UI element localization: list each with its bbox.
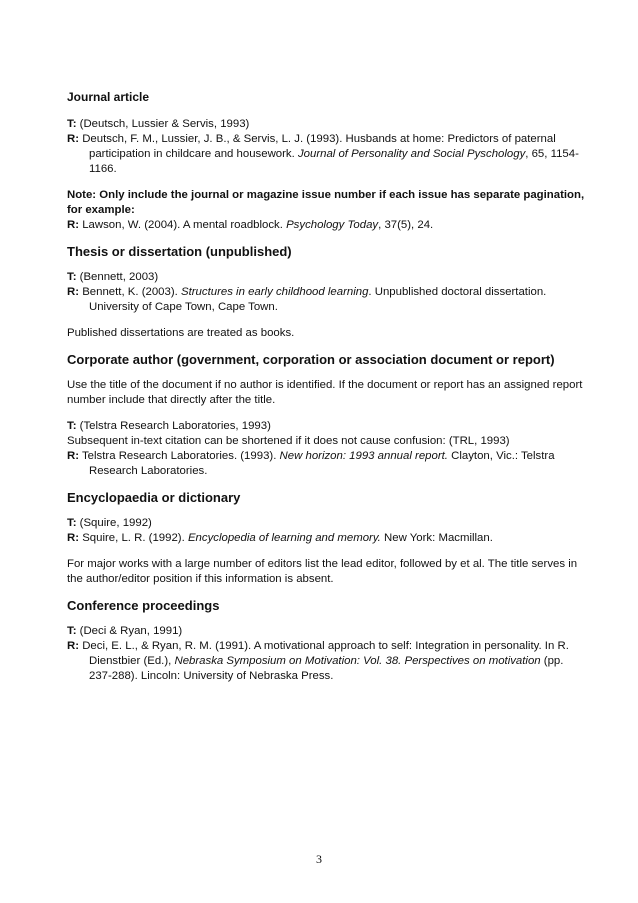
r-text-end: , 65, 1154-1166. — [89, 148, 579, 175]
note-thesis: Published dissertations are treated as books. — [67, 327, 295, 339]
r-label: R: — [67, 286, 80, 298]
text-citation-conference — [67, 624, 587, 639]
subsequent-citation: Subsequent in-text citation can be shortened if it does not cause confusion: (TRL, 1993) — [67, 435, 510, 447]
page-number: 3 — [316, 852, 322, 866]
r-text: Deci, E. L., & Ryan, R. M. (1991). A motivational approach to self: Integration in personality. In R. Dienstbier (Ed.), — [79, 640, 569, 667]
r-text: Deutsch, F. M., Lussier, J. B., & Servis, L. J. (1993). Husbands at home: Predictors of paternal participation in childcare and housework. — [79, 133, 556, 160]
t-label: T: — [67, 420, 77, 432]
r-italic: New horizon: 1993 annual report. — [279, 450, 448, 462]
t-label: T: — [67, 271, 77, 283]
reference-encyclopaedia — [67, 531, 587, 546]
r-text-end: Clayton, Vic.: Telstra Research Laboratories. — [89, 450, 555, 477]
reference-corporate — [67, 449, 587, 479]
t-label: T: — [67, 118, 77, 130]
text-citation-corporate — [67, 419, 587, 434]
r-italic: Psychology Today — [286, 219, 379, 231]
r-text-end: (pp. 237-288). Lincoln: University of Nebraska Press. — [89, 655, 564, 682]
r-italic: Nebraska Symposium on Motivation: Vol. 38. Perspectives on motivation — [174, 655, 541, 667]
section-heading-conference: Conference proceedings — [67, 598, 220, 613]
t-text: (Squire, 1992) — [76, 517, 152, 529]
r-text-end: New York: Macmillan. — [380, 532, 493, 544]
t-text: (Deutsch, Lussier & Servis, 1993) — [76, 118, 250, 130]
intro-corporate: Use the title of the document if no author is identified. If the document or report has an assigned report number include that directly after the title. — [67, 379, 583, 406]
r-text: Telstra Research Laboratories. (1993). — [79, 450, 280, 462]
reference-conference — [67, 639, 587, 684]
r-italic: Encyclopedia of learning and memory. — [187, 532, 381, 544]
r-text-end: . Unpublished doctoral dissertation. University of Cape Town, Cape Town. — [89, 286, 547, 313]
r-label: R: — [67, 133, 80, 145]
page-content — [67, 90, 587, 684]
section-heading-thesis: Thesis or dissertation (unpublished) — [67, 244, 292, 259]
t-label: T: — [67, 517, 77, 529]
t-text: (Telstra Research Laboratories, 1993) — [76, 420, 271, 432]
r-text: Squire, L. R. (1992). — [79, 532, 188, 544]
r-text-end: , 37(5), 24. — [378, 219, 434, 231]
note-encyclopaedia: For major works with a large number of editors list the lead editor, followed by et al. The title serves in the author/editor position if this information is absent. — [67, 558, 578, 585]
text-citation-journal — [67, 117, 587, 132]
reference-thesis — [67, 285, 587, 315]
t-label: T: — [67, 625, 77, 637]
r-text: Lawson, W. (2004). A mental roadblock. — [79, 219, 287, 231]
text-citation-encyclopaedia — [67, 516, 587, 531]
reference-journal-example — [67, 218, 587, 233]
r-label: R: — [67, 450, 80, 462]
r-label: R: — [67, 532, 80, 544]
r-italic: Structures in early childhood learning — [180, 286, 369, 298]
section-heading-encyclopaedia: Encyclopaedia or dictionary — [67, 490, 241, 505]
t-text: (Bennett, 2003) — [76, 271, 159, 283]
r-label: R: — [67, 219, 80, 231]
r-italic: Journal of Personality and Social Pyschology — [297, 148, 526, 160]
t-text: (Deci & Ryan, 1991) — [76, 625, 183, 637]
section-heading-corporate: Corporate author (government, corporation or association document or report) — [67, 352, 555, 367]
section-heading-journal: Journal article — [67, 90, 150, 104]
r-text: Bennett, K. (2003). — [79, 286, 181, 298]
r-label: R: — [67, 640, 80, 652]
note-issue-number: Note: Only include the journal or magazine issue number if each issue has separate pagination, for example: — [67, 189, 585, 216]
reference-journal — [67, 132, 587, 177]
text-citation-thesis — [67, 270, 587, 285]
